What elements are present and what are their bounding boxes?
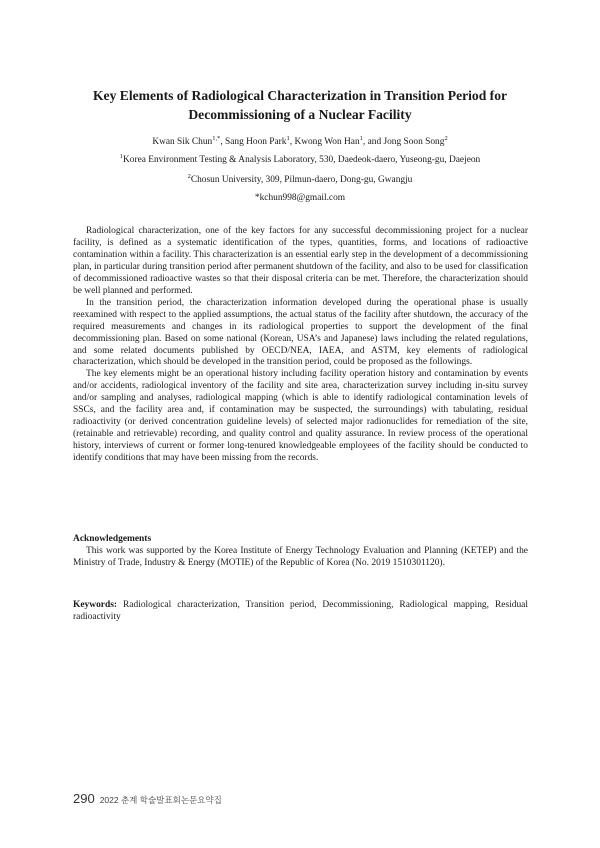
- author-name: Kwan Sik Chun: [152, 137, 213, 147]
- abstract-paragraph: In the transition period, the characterization information developed during the operational phase is usually reexamined with respect to the applied assumptions, the actual status of the facility after shutdown, the accuracy of the required measurements and changes in its radiological properties to support the development of the final decommissioning plan. Based on some national (Korean, USA’s and Japanese) laws including the related regulations, and some related documents published by OECD/NEA, IAEA, and ASTM, key elements of radiological characterization, which should be developed in the transition period, could be proposed as the followings.: [73, 297, 528, 368]
- page-number: 290: [73, 791, 95, 806]
- corresponding-email: *kchun998@gmail.com: [254, 193, 346, 203]
- keywords-text: Radiological characterization, Transition period, Decommissioning, Radiological mapping, Residual radioactivity: [73, 600, 528, 622]
- paper-title: Key Elements of Radiological Characterization in Transition Period for Decommissioning of a Nuclear Facility: [92, 88, 508, 122]
- abstract-paragraph: Radiological characterization, one of the key factors for any successful decommissioning project for a nuclear facility, is defined as a systematic identification of the types, quantities, forms, and locations of radioactive contamination within a facility. This characterization is an essential early step in the development of a decommissioning plan, in particular during transition period after permanent shutdown of the facility, and also to be used for classification of decommissioned radioactive wastes so that their disposal criteria can be met. Therefore, the characterization should be well planned and performed.: [73, 226, 528, 296]
- author-name: , Kwong Won Han: [289, 137, 360, 147]
- author-affiliation-mark: 1: [359, 135, 363, 142]
- author-name: , and Jong Soon Song: [362, 137, 445, 147]
- author-affiliation-mark: 1: [286, 135, 290, 142]
- page-footer: [73, 791, 222, 806]
- acknowledgements-text: This work was supported by the Korea Institute of Energy Technology Evaluation and Planning (KETEP) and the Ministry of Trade, Industry & Energy (MOTIE) of the Republic of Korea (No. 2019 1510301120).: [73, 545, 528, 568]
- affiliation-1: $^1$Korea Environment Testing & Analysis Laboratory, 530, Daedeok-daero, Yuseong-gu, Daejeon: [119, 153, 481, 165]
- keywords-section: [73, 600, 528, 624]
- abstract-paragraph: The key elements might be an operational history including facility operation history and contamination by events and/or accidents, radiological inventory of the facility and site area, characterization survey including in-situ survey and/or sampling and analyses, radiological mapping (which is able to identify radiological contamination levels of SSCs, and the facility area and, if contamination may be suspected, the surroundings) with tabulating, residual radioactivity (or derived concentration guideline levels) of selected major radionuclides for remediation of the site, (retainable and retrievable) recording, and quality control and quality assurance. In review process of the operational history, interviews of current or former long-tenured knowledgeable employees of the facility should be conducted to identify conditions that may have been missing from the records.: [73, 369, 528, 464]
- abstract-body: [73, 226, 528, 465]
- acknowledgements-heading: Acknowledgements: [73, 534, 152, 544]
- acknowledgements-section: [73, 534, 528, 570]
- proceedings-title: 2022 춘계 학술발표회논문요약집: [99, 795, 222, 805]
- keywords-label: Keywords:: [73, 600, 118, 610]
- author-affiliation-mark: 2: [444, 135, 448, 142]
- author-list: [60, 136, 540, 149]
- affiliation-2: $^2$Chosun University, 309, Pilmun-daero, Dong-gu, Gwangju: [187, 173, 413, 185]
- author-affiliation-mark: 1,*: [212, 135, 221, 142]
- author-name: , Sang Hoon Park: [220, 137, 287, 147]
